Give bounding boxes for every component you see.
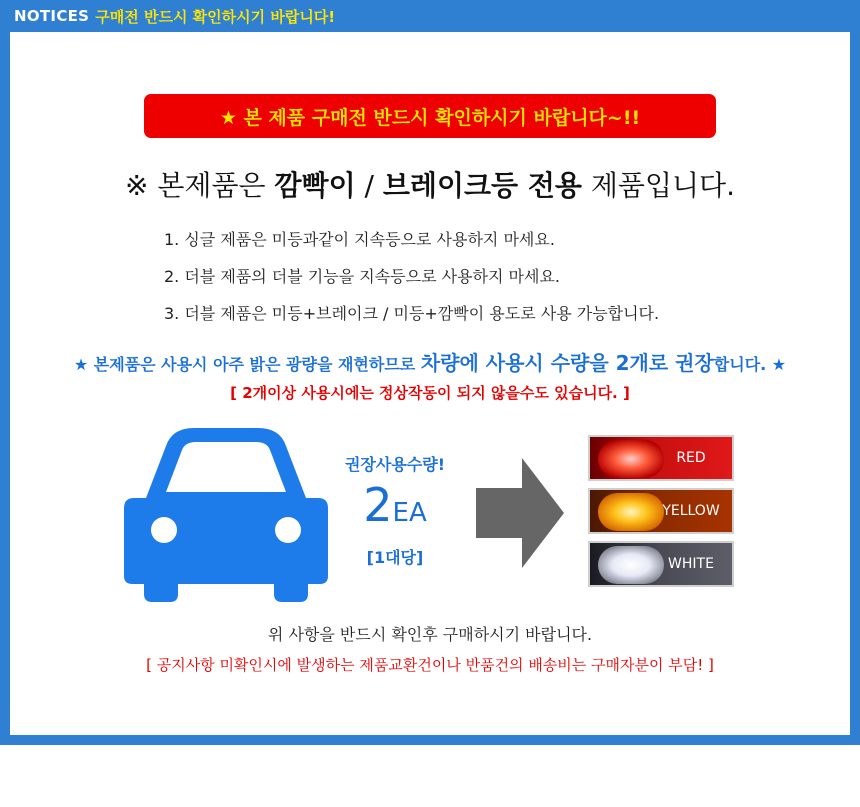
- headline-suffix: 제품입니다.: [581, 169, 735, 202]
- usage-rule-item: 2. 더블 제품의 더블 기능을 지속등으로 사용하지 마세요.: [164, 267, 560, 286]
- white-bulb-icon: [598, 546, 664, 584]
- quantity-per-vehicle: [1대당]: [366, 548, 424, 567]
- color-option-label: WHITE: [668, 556, 714, 572]
- usage-rule-item: 3. 더블 제품은 미등+브레이크 / 미등+깜빡이 용도로 사용 가능합니다.: [164, 304, 660, 323]
- quantity-unit: EA: [392, 498, 427, 528]
- recommend-emphasis: 차량에 사용시 수량을 2개로 권장: [420, 351, 714, 375]
- yellow-bulb-icon: [598, 493, 664, 531]
- headline-turn-signal: 깜빡이: [274, 169, 356, 202]
- color-option-label: YELLOW: [662, 503, 720, 519]
- shipping-fee-notice: [ 공지사항 미확인시에 발생하는 제품교환건이나 반품건의 배송비는 구매자분이 부담! ]: [146, 656, 714, 674]
- usage-rules-list: [164, 228, 659, 339]
- overuse-warning: [ 2개이상 사용시에는 정상작동이 되지 않을수도 있습니다. ]: [230, 384, 630, 402]
- quantity-recommendation: [10, 347, 850, 376]
- product-usage-headline: [10, 164, 850, 204]
- red-bulb-icon: [598, 440, 664, 478]
- purchase-confirm-text: 위 사항을 반드시 확인후 구매하시기 바랍니다.: [267, 625, 593, 644]
- color-option-label: RED: [676, 450, 706, 466]
- recommend-prefix: ★ 본제품은 사용시 아주 밝은 광량을 재현하므로: [73, 355, 421, 374]
- color-option-white: [588, 541, 734, 587]
- notices-header: [0, 0, 860, 32]
- color-option-red: [588, 435, 734, 481]
- headline-separator: /: [355, 169, 383, 202]
- notice-panel: [10, 32, 850, 735]
- quantity-number: 2: [363, 478, 393, 532]
- headline-prefix: ※ 본제품은: [125, 169, 275, 202]
- car-icon: [122, 426, 330, 604]
- notices-message: 구매전 반드시 확인하시기 바랍니다!: [95, 7, 336, 26]
- quantity-label: 권장사용수량!: [344, 455, 446, 474]
- warning-banner: [144, 94, 716, 138]
- warning-banner-text: ★ 본 제품 구매전 반드시 확인하시기 바랍니다~!!: [219, 106, 641, 129]
- arrow-right-icon: [476, 458, 566, 568]
- usage-rule-item: 1. 싱글 제품은 미등과같이 지속등으로 사용하지 마세요.: [164, 230, 555, 249]
- notices-label: NOTICES: [14, 7, 90, 25]
- recommend-suffix: 합니다. ★: [713, 355, 787, 374]
- headline-brake-light: 브레이크등 전용: [382, 169, 582, 202]
- recommended-quantity: [320, 452, 470, 568]
- quantity-value: [320, 477, 470, 541]
- color-option-yellow: [588, 488, 734, 534]
